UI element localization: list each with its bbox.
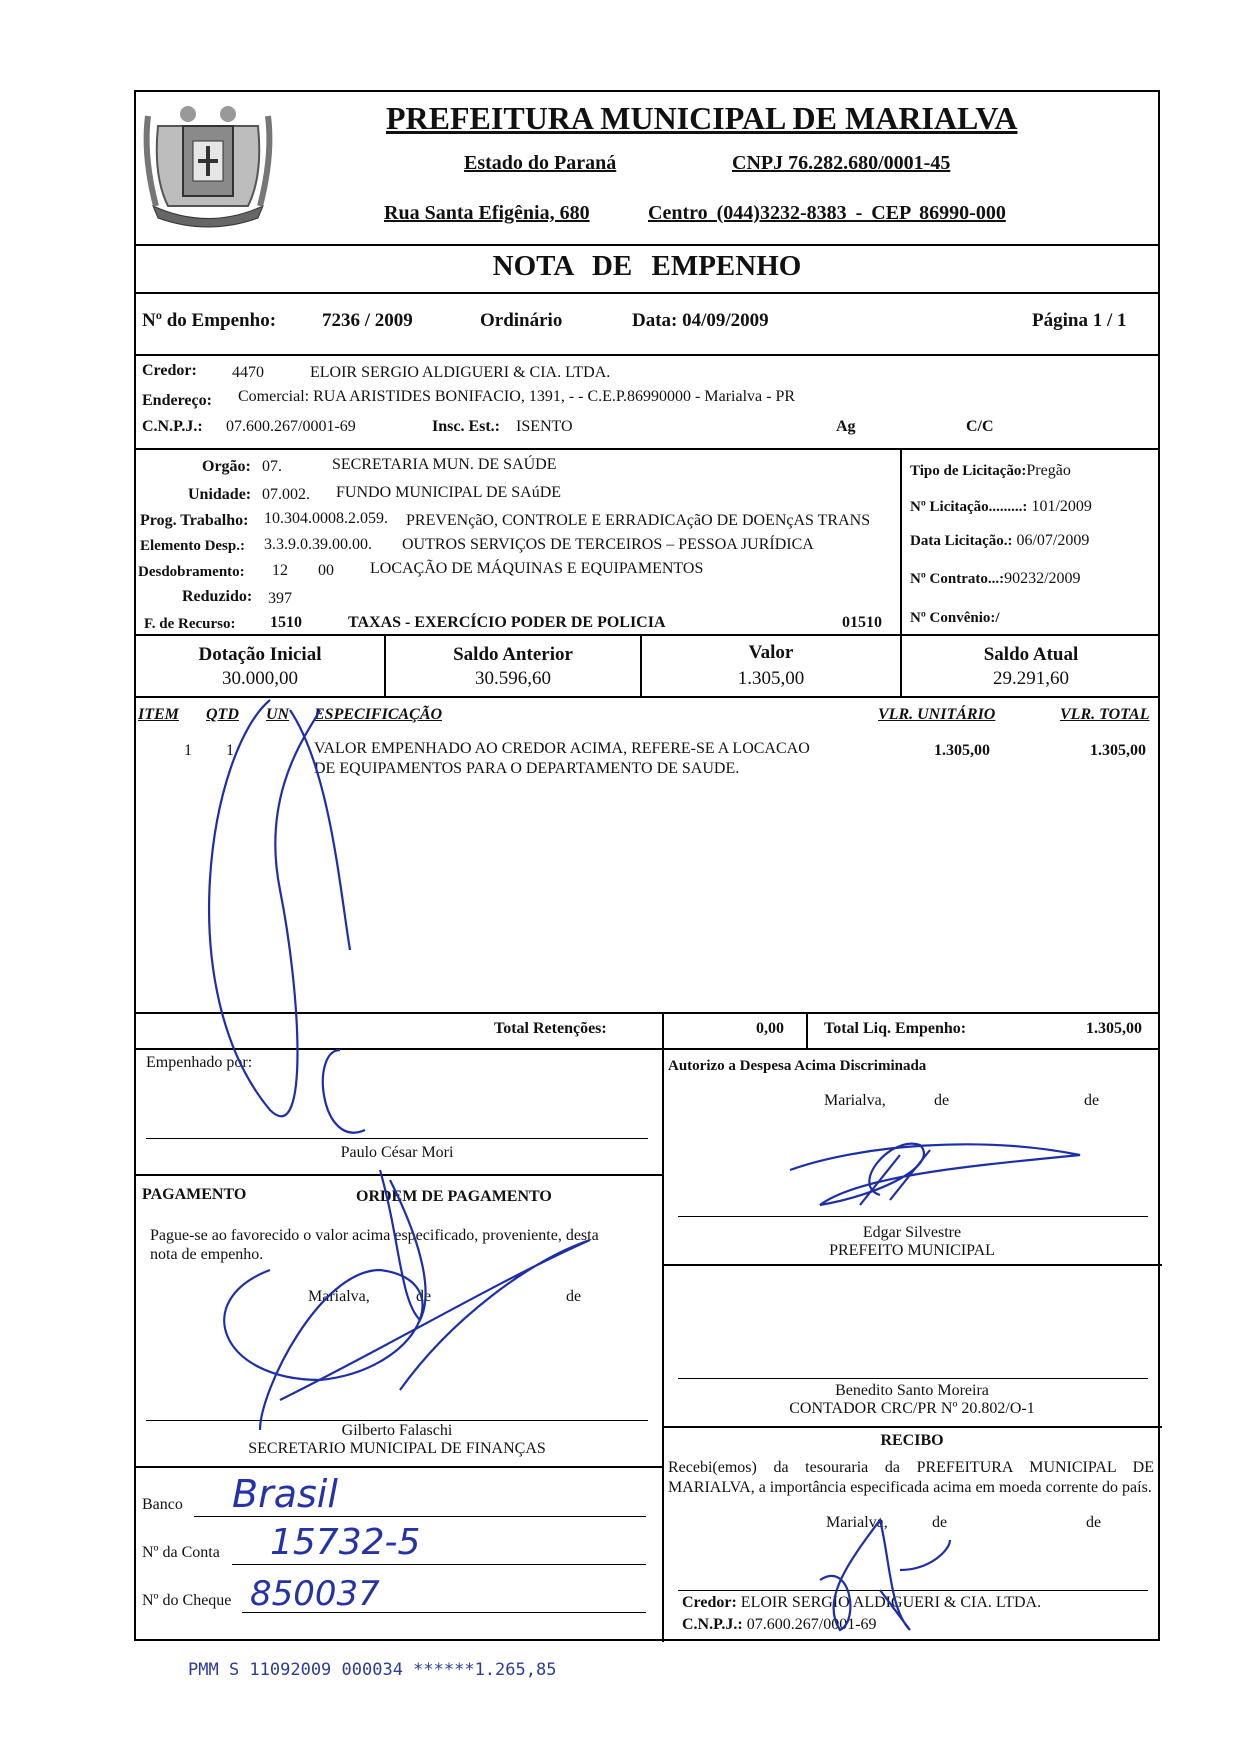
col-vlr-unitario: VLR. UNITÁRIO	[878, 706, 996, 723]
unidade-name: FUNDO MUNICIPAL DE SAúDE	[336, 484, 562, 501]
orgao-name: SECRETARIA MUN. DE SAÚDE	[332, 456, 557, 473]
address-label: Endereço:	[142, 392, 212, 409]
autorizo-name: Edgar Silvestre	[862, 1224, 962, 1241]
recibo-de2: de	[1086, 1514, 1102, 1531]
desd-b: 00	[318, 562, 334, 579]
ag-label: Ag	[836, 418, 856, 435]
elem-code: 3.3.9.0.39.00.00.	[264, 536, 372, 553]
empenhado-label: Empenhado por:	[146, 1054, 253, 1071]
signature-financas	[200, 1160, 620, 1440]
item-total-value: 1.305,00	[1090, 742, 1146, 759]
ordem-pagamento-title: ORDEM DE PAGAMENTO	[356, 1188, 552, 1205]
saldo-anterior-value: 30.596,60	[475, 668, 551, 689]
empenho-date: Data: 04/09/2009	[632, 310, 769, 331]
signature-credor	[790, 1500, 970, 1640]
desd-a: 12	[272, 562, 288, 579]
banco-label: Banco	[142, 1496, 183, 1513]
saldo-atual-label: Saldo Atual	[983, 644, 1079, 665]
licitacao-type-label: Tipo de Licitação:	[910, 463, 1027, 479]
retencoes-value: 0,00	[756, 1020, 784, 1037]
licitacao-date	[910, 532, 1089, 550]
insc-label: Insc. Est.:	[432, 418, 501, 435]
item-unit-value: 1.305,00	[934, 742, 990, 759]
contrato-label: Nº Contrato...:	[910, 571, 1005, 587]
col-un: UN	[266, 706, 290, 723]
cheque-handwritten: 850037	[250, 1574, 380, 1614]
recibo-credor-name: ELOIR SERGIO ALDIGUERI & CIA. LTDA.	[740, 1594, 1042, 1611]
autorizo-de1: de	[934, 1092, 950, 1109]
autorizo-title: Autorizo a Despesa Acima Discriminada	[668, 1058, 927, 1074]
credor-name: ELOIR SERGIO ALDIGUERI & CIA. LTDA.	[310, 364, 611, 381]
contador-name: Benedito Santo Moreira	[835, 1382, 989, 1399]
autorizo-role: PREFEITO MUNICIPAL	[829, 1242, 995, 1259]
col-qtd: QTD	[206, 706, 239, 723]
desd-label: Desdobramento:	[138, 564, 245, 580]
conta-handwritten: 15732-5	[270, 1522, 421, 1563]
unidade-code: 07.002.	[262, 486, 310, 503]
licitacao-type-value: Pregão	[1026, 462, 1071, 479]
pagamento-role: SECRETARIO MUNICIPAL DE FINANÇAS	[248, 1440, 546, 1457]
desd-name: LOCAÇÃO DE MÁQUINAS E EQUIPAMENTOS	[370, 560, 704, 577]
header-cnpj: CNPJ 76.282.680/0001-45	[732, 152, 951, 174]
valor-value: 1.305,00	[737, 668, 805, 689]
pagamento-name: Gilberto Falaschi	[341, 1422, 453, 1439]
recibo-cnpj-value: 07.600.267/0001-69	[746, 1616, 877, 1633]
elem-name: OUTROS SERVIÇOS DE TERCEIROS – PESSOA JURÍDICA	[402, 536, 814, 553]
recurso-label: F. de Recurso:	[144, 616, 236, 632]
elem-label: Elemento Desp.:	[140, 538, 245, 554]
signature-empenhado	[190, 690, 430, 1140]
liquido-label: Total Liq. Empenho:	[824, 1020, 967, 1037]
valor-label: Valor	[748, 642, 794, 663]
credor-cnpj: 07.600.267/0001-69	[226, 418, 356, 435]
recurso-code: 1510	[270, 614, 302, 631]
contrato-value: 90232/2009	[1004, 570, 1081, 587]
orgao-label: Orgão:	[202, 458, 251, 475]
empenho-label: Nº do Empenho:	[142, 310, 277, 331]
convenio: Nº Convênio:/	[910, 610, 1000, 626]
autorizo-city: Marialva,	[824, 1092, 886, 1109]
item-desc-line2: DE EQUIPAMENTOS PARA O DEPARTAMENTO DE SAUDE.	[314, 760, 740, 777]
reduzido-label: Reduzido:	[182, 588, 253, 605]
orgao-code: 07.	[262, 458, 282, 475]
reduzido-value: 397	[268, 590, 292, 607]
empenhado-name: Paulo César Mori	[340, 1144, 454, 1161]
banco-handwritten: Brasil	[232, 1472, 338, 1516]
credor-address: Comercial: RUA ARISTIDES BONIFACIO, 1391, - - C.E.P.86990000 - Marialva - PR	[238, 388, 796, 405]
cheque-label: Nº do Cheque	[142, 1592, 232, 1609]
empenho-type: Ordinário	[480, 310, 563, 331]
header-street: Rua Santa Efigênia, 680	[384, 202, 590, 224]
page-number: Página 1 / 1	[1032, 310, 1127, 331]
recibo-credor-label: Credor:	[682, 1594, 737, 1611]
licitacao-date-label: Data Licitação.:	[910, 533, 1013, 549]
dotacao-value: 30.000,00	[222, 668, 298, 689]
saldo-atual-value: 29.291,60	[993, 668, 1069, 689]
licitacao-date-value: 06/07/2009	[1016, 532, 1090, 549]
item-number: 1	[184, 742, 192, 759]
recibo-city: Marialva,	[826, 1514, 888, 1531]
prog-name: PREVENçãO, CONTROLE E ERRADICAçãO DE DOENçAS TRANS	[406, 512, 871, 529]
pagamento-label: PAGAMENTO	[142, 1186, 247, 1203]
credor-label: Credor:	[142, 362, 197, 379]
licitacao-number	[910, 498, 1092, 516]
recibo-title: RECIBO	[880, 1432, 944, 1449]
payment-stamp: PMM S 11092009 000034 ******1.265,85	[188, 1660, 557, 1680]
header-title: PREFEITURA MUNICIPAL DE MARIALVA	[386, 100, 1018, 136]
pagamento-de1: de	[416, 1288, 432, 1305]
prog-code: 10.304.0008.2.059.	[264, 510, 388, 527]
prog-label: Prog. Trabalho:	[140, 512, 249, 529]
recibo-de1: de	[932, 1514, 948, 1531]
item-qtd: 1	[226, 742, 234, 759]
empenho-number: 7236 / 2009	[322, 310, 413, 331]
retencoes-label: Total Retenções:	[494, 1020, 607, 1037]
recurso-extra: 01510	[842, 614, 882, 631]
col-item: ITEM	[138, 706, 179, 723]
signature-prefeito	[780, 1125, 1100, 1215]
cnpj-label: C.N.P.J.:	[142, 418, 203, 435]
conta-label: Nº da Conta	[142, 1544, 220, 1561]
col-especificacao: ESPECIFICAÇÃO	[314, 706, 443, 723]
unidade-label: Unidade:	[188, 486, 252, 503]
cc-label: C/C	[966, 418, 994, 435]
liquido-value: 1.305,00	[1086, 1020, 1142, 1037]
contador-role: CONTADOR CRC/PR Nº 20.802/O-1	[789, 1400, 1035, 1417]
header-contact: Centro (044)3232-8383 - CEP 86990-000	[648, 202, 1006, 224]
recibo-cnpj-label: C.N.P.J.:	[682, 1616, 743, 1633]
licitacao-type	[910, 462, 1071, 480]
recurso-name: TAXAS - EXERCÍCIO PODER DE POLICIA	[348, 614, 666, 631]
pagamento-de2: de	[566, 1288, 582, 1305]
item-desc-line1: VALOR EMPENHADO AO CREDOR ACIMA, REFERE-SE A LOCACAO	[314, 740, 810, 757]
header-state: Estado do Paraná	[464, 152, 617, 174]
licitacao-number-label: Nº Licitação.........:	[910, 499, 1028, 515]
licitacao-number-value: 101/2009	[1031, 498, 1092, 515]
pagamento-text: Pague-se ao favorecido o valor acima especificado, proveniente, desta nota de empenho.	[150, 1227, 599, 1263]
credor-code: 4470	[232, 364, 264, 381]
pagamento-city: Marialva,	[308, 1288, 370, 1305]
credor-insc: ISENTO	[516, 418, 573, 435]
dotacao-label: Dotação Inicial	[198, 644, 322, 665]
document-title: NOTA DE EMPENHO	[492, 250, 802, 282]
saldo-anterior-label: Saldo Anterior	[453, 644, 573, 665]
municipal-coat-of-arms	[138, 96, 278, 236]
autorizo-de2: de	[1084, 1092, 1100, 1109]
recibo-text: Recebi(emos) da tesouraria da PREFEITURA MUNICIPAL DE MARIALVA, a importância especificada acima em moeda corrente do país.	[668, 1459, 1154, 1496]
col-vlr-total: VLR. TOTAL	[1060, 706, 1150, 723]
contrato	[910, 570, 1081, 588]
